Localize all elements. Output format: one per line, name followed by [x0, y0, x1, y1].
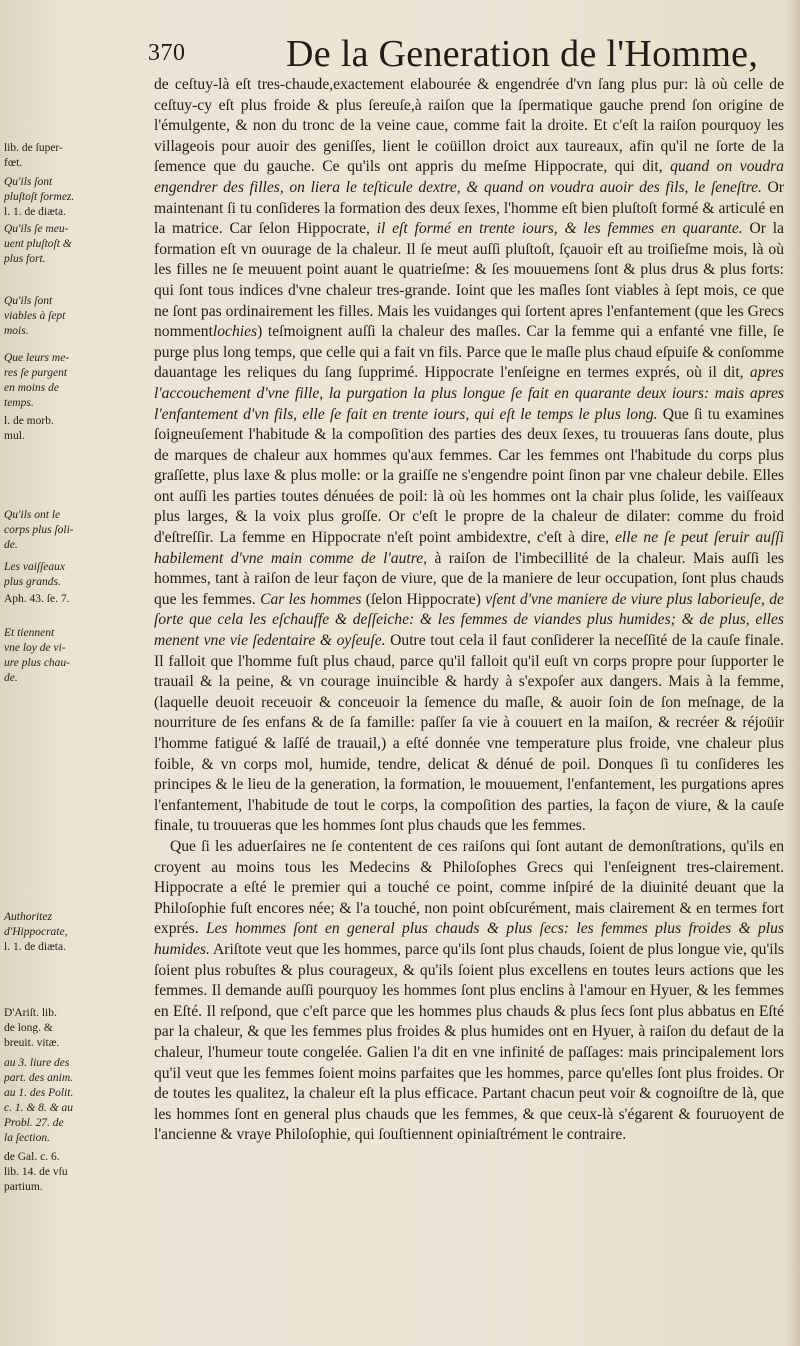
margin-note-summary: Authoritez d'Hippocrate, [4, 911, 68, 938]
body-paragraph [154, 837, 784, 1146]
quotation: quand on voudra engendrer des filles, on liera le teſticule dextre, & quand on voudra auoir des fils, le ſeneſtre. [154, 158, 784, 196]
quotation: apres l'accouchement d'vne fille, la purgation la plus longue ſe fait en quarante deux iours: mais apres l'enfantement d'vn fils, elle ſe fait en trente iours, qui eſt le temps le plus long. [154, 364, 784, 423]
margin-note-summary: Qu'ils ſont viables à ſept mois. [4, 295, 66, 337]
body-text: (ſelon Hippocrate) [365, 590, 481, 608]
page-header [140, 32, 790, 76]
body-text: Or maintenant ſi tu conſideres la formation des deux ſexes, l'homme eſt bien pluſtoſt formé & articulé en la matrice. Car ſelon Hippocrate, [154, 178, 784, 238]
quotation: il eſt formé en trente iours, & les femmes en quarante. [376, 220, 743, 238]
body-text: à raiſon de l'imbecillité de la chaleur. Mais auſſi les hommes, tant à raiſon de leur façon de viure, que de la maniere de leur occupation, ſont plus chauds que les femmes. [154, 549, 784, 608]
quotation: Les hommes ſont en general plus chauds & plus ſecs: les femmes plus froides & plus humides. [154, 920, 784, 958]
margin-note-source: l. 1. de diæta. [4, 206, 66, 218]
body-text: Or la formation eſt vn ouurage de la chaleur. Il ſe meut auſſi pluſtoſt, ſçauoir eſt au troiſieſme mois, là où les filles ne ſe meuuent point auant le quatrieſme: & ſes mouuemens ſont & plus drus & plus forts: qui ſont tous indices d'vne chaleur tres-grande. Ioint que les maſles ſont viables à ſept mois, ce que ne ſont pas ordinairement les filles. Mais les vuidanges qui ſortent apres l'enfantement (que les Grecs nomment [154, 220, 784, 341]
main-text-column [154, 75, 784, 1146]
page-gutter-shadow [786, 0, 800, 1346]
margin-note-source: l. 1. de diæta. [4, 941, 66, 953]
quotation: elle ne ſe peut ſeruir auſſi habilement d'vne main comme de l'autre, [154, 529, 785, 567]
margin-note-summary: Et tiennent vne loy de vi- ure plus chau- de. [4, 627, 71, 684]
margin-note-source: lib. de ſuper- fœt. [4, 142, 63, 169]
margin-note-source: Aph. 43. ſe. 7. [4, 593, 70, 605]
quotation: vſent d'vne maniere de viure plus laborieuſe, de ſorte que cela les eſchauffe & deſſeiche: & les femmes de viandes plus humides; & de plus, elles menent vne vie ſedentaire & oyſeuſe. [154, 590, 784, 650]
margin-note-source: au 3. liure des part. des anim. au 1. des Polit. c. 1. & 8. & au Probl. 27. de la ſection. [4, 1057, 74, 1144]
body-text: ) teſmoignent auſſi la chaleur des maſles. Car la femme qui a enfanté vne fille, ſe purge plus long temps, que celle qui a fait vn fils. Parce que le maſle plus chaud eſpuiſe & conſomme dauantage les reliques du ſang ſupprimé. Hippocrate l'enſeigne en termes exprés, où il dit, [154, 323, 784, 382]
running-title: De la Generation de l'Homme, [286, 33, 759, 75]
greek-term: lochies [212, 323, 258, 341]
margin-note-summary: Qu'ils ont le corps plus ſoli- de. [4, 509, 74, 551]
quotation: Car les hommes [260, 590, 362, 608]
page-number: 370 [148, 40, 186, 66]
margin-note-source: D'Ariſt. lib. de long. & breuit. vitæ. [4, 1007, 60, 1049]
margin-note-source: de Gal. c. 6. lib. 14. de vſu partium. [4, 1151, 68, 1193]
margin-note-source: l. de morb. mul. [4, 415, 54, 442]
body-text: Ariſtote veut que les hommes, parce qu'ils ſont plus chauds, ſoient de plus longue vie, qu'ils ſoient plus robuſtes & plus courageux, & qu'ils ſoient plus excellens en toutes leurs actions que les femmes. Il demande auſſi pourquoy les hommes ſont plus enclins à l'amour en Hyuer, & les femmes en Eſté. Il reſpond, que c'eſt parce que les hommes plus chauds & plus ſecs ſont plus abbatus en Eſté par la chaleur, & que les femmes plus froides & plus humides ont en Hyuer, à raiſon du defaut de la chaleur, l'humeur toute congelée. Galien l'a dit en vne infinité de paſſages: mais principalement lors qu'il veut que les femmes ſoient moins parfaites que les hommes, parce qu'elles ſont plus froides. Or de toutes les qualitez, la chaleur eſt la plus efficace. Partant chacun peut voir & cognoiſtre de là, que les hommes ſont en general plus chauds que les femmes, & que ceux-là s'égarent & fouruoyent de l'ancienne & vraye Philoſophie, qui ſouſtiennent opiniaſtrément le contraire. [154, 940, 784, 1144]
margin-note-summary: Les vaiſſeaux plus grands. [4, 561, 65, 588]
body-text: Que ſi les aduerſaires ne ſe contentent de ces raiſons qui ſont autant de demonſtrations, qu'ils en croyent au moins tous les Medecins & Philoſophes Grecs qui l'enſeignent tres-clairement. Hippocrate a eſté le premier qui a touché ce point, comme inſpiré de la diuinité deuant que la Philoſophie fuſt encores née; & l'a touché, non point obſcurément, mais clairement & en termes fort exprés. [154, 837, 784, 938]
body-text: de ceſtuy-là eſt tres-chaude,exactement elabourée & engendrée d'vn ſang plus pur: là où celle de ceſtuy-cy eſt plus froide & plus ſereuſe,à raiſon que la ſpermatique gauche prend ſon origine de l'émulgente, & non du tronc de la veine caue, comme fait la droite. Et c'eſt la raiſon pourquoy les villageois pour auoir des geniſſes, lient le coüillon droict aux taureaux, afin qu'il ne ſorte de la ſemence que du gauche. Ce qu'ils ont appris du meſme Hippocrate, qui dit, [154, 76, 784, 176]
margin-note-summary: Qu'ils ſe meu- uent pluſtoſt & plus fort. [4, 223, 72, 265]
body-text: Outre tout cela il faut conſiderer la neceſſité de la cauſe finale. Il falloit que l'homme fuſt plus chaud, parce qu'il falloit qu'il euſt vn corps propre pour ſupporter le trauail & la peine, & vn courage inuincible & hardy à s'expoſer aux dangers. Mais à la femme, (laquelle deuoit receuoir & conceuoir la ſemence du maſle, & auoir ſoin de ſon meſnage, de la nourriture de ſes enfans & de ſa famille: paſſer ſa vie à couuert en la maiſon, & recréer & réjoüir l'homme fatigué & laſſé de trauail,) a eſté donnée vne temperature plus froide, vne chaleur plus foible, & vn corps mol, humide, tendre, delicat & dénué de poil. Donques ſi tu conſideres les principes & le lieu de la generation, la formation, le mouuement, l'enfantement, les purgations apres l'enfantement, l'habitude de tout le corps, la compoſition des parties, la façon de viure, & la cauſe finale, tu trouueras que les hommes ſont plus chauds que les femmes. [154, 632, 785, 835]
body-paragraph [154, 75, 784, 837]
margin-note-summary: Que leurs me- res ſe purgent en moins de temps. [4, 352, 70, 409]
body-text: Que ſi tu examines ſoigneuſement l'habitude & la compoſition des parties des deux ſexes, tu trouueras ſans doute, plus de marques de chaleur aux hommes qu'aux femmes. Car les femmes ont l'habitude du corps plus graſſette, plus laxe & plus molle: or la graiſſe ne s'engendre point ſinon par vne chaleur debile. Elles ont auſſi les parties toutes dénuées de poil: là où les hommes ont la chair plus ſolide, les vaiſſeaux plus larges, & la voix plus groſſe. Or c'eſt le propre de la chaleur de dilater: comme du froid d'eſtreſſir. La femme en Hippocrate n'eſt point ambidextre, c'eſt à dire, [154, 405, 785, 547]
margin-note-summary: Qu'ils ſont pluſtoſt formez. [4, 176, 75, 203]
